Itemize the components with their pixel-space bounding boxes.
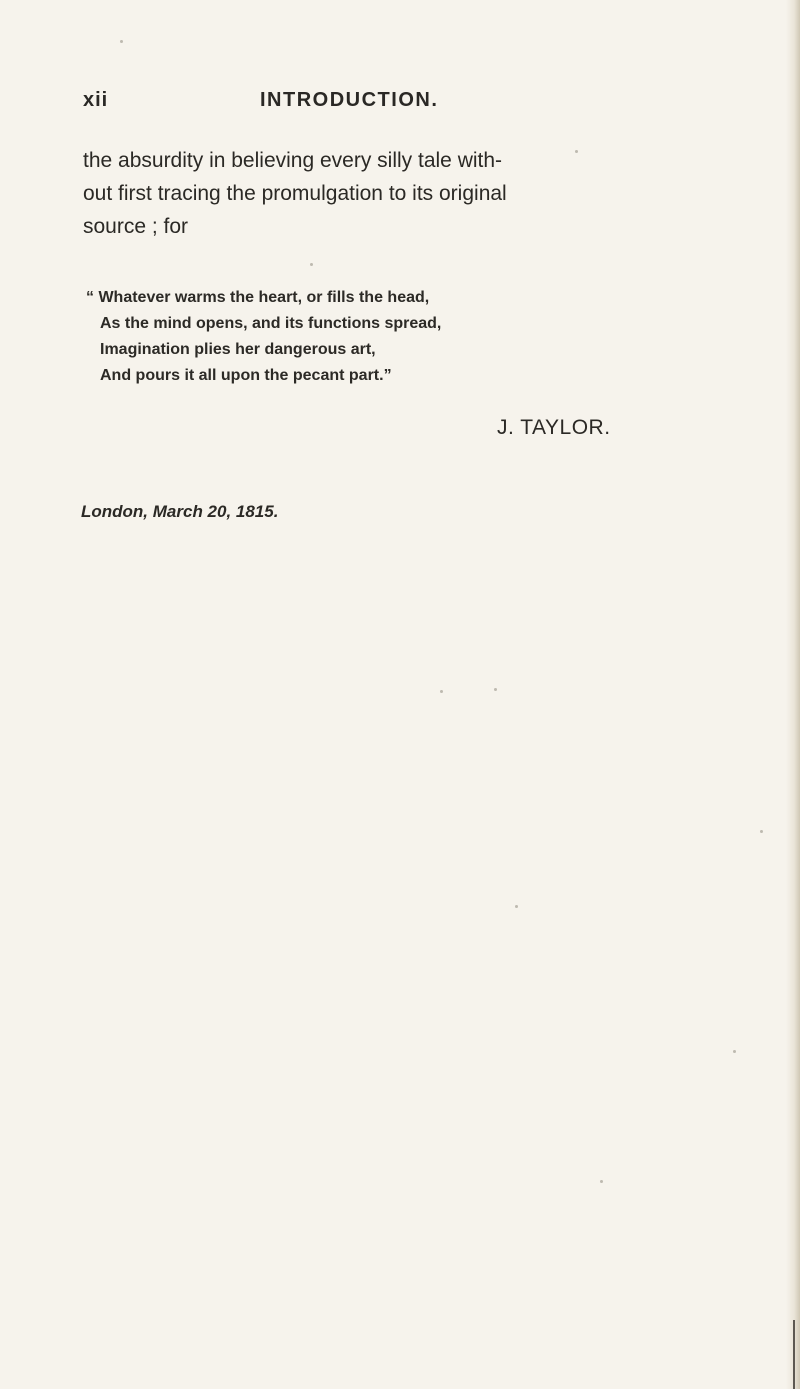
page-number: xii <box>83 89 109 111</box>
running-title: INTRODUCTION. <box>260 89 439 111</box>
body-line: source ; for <box>83 215 189 238</box>
paper-speck <box>515 905 518 908</box>
verse-line: As the mind opens, and its functions spread, <box>100 315 442 332</box>
verse-line: Imagination plies her dangerous art, <box>100 341 376 358</box>
paper-speck <box>733 1050 736 1053</box>
paper-speck <box>440 690 443 693</box>
body-paragraph <box>83 144 703 243</box>
paper-speck <box>120 40 123 43</box>
paper-speck <box>600 1180 603 1183</box>
running-head <box>64 86 684 116</box>
paper-speck <box>760 830 763 833</box>
verse-line: And pours it all upon the pecant part.” <box>100 367 392 384</box>
page-edge-shadow <box>786 0 800 1389</box>
paper-speck <box>310 263 313 266</box>
page-edge-line <box>793 1320 795 1389</box>
author-signature: J. TAYLOR. <box>497 416 611 439</box>
body-line: the absurdity in believing every silly tale with- <box>83 149 503 172</box>
dateline: London, March 20, 1815. <box>81 502 279 521</box>
verse-quotation <box>86 285 646 389</box>
body-line: out first tracing the promulgation to its original <box>83 182 507 205</box>
verse-line: “ Whatever warms the heart, or fills the head, <box>86 289 430 306</box>
paper-speck <box>494 688 497 691</box>
